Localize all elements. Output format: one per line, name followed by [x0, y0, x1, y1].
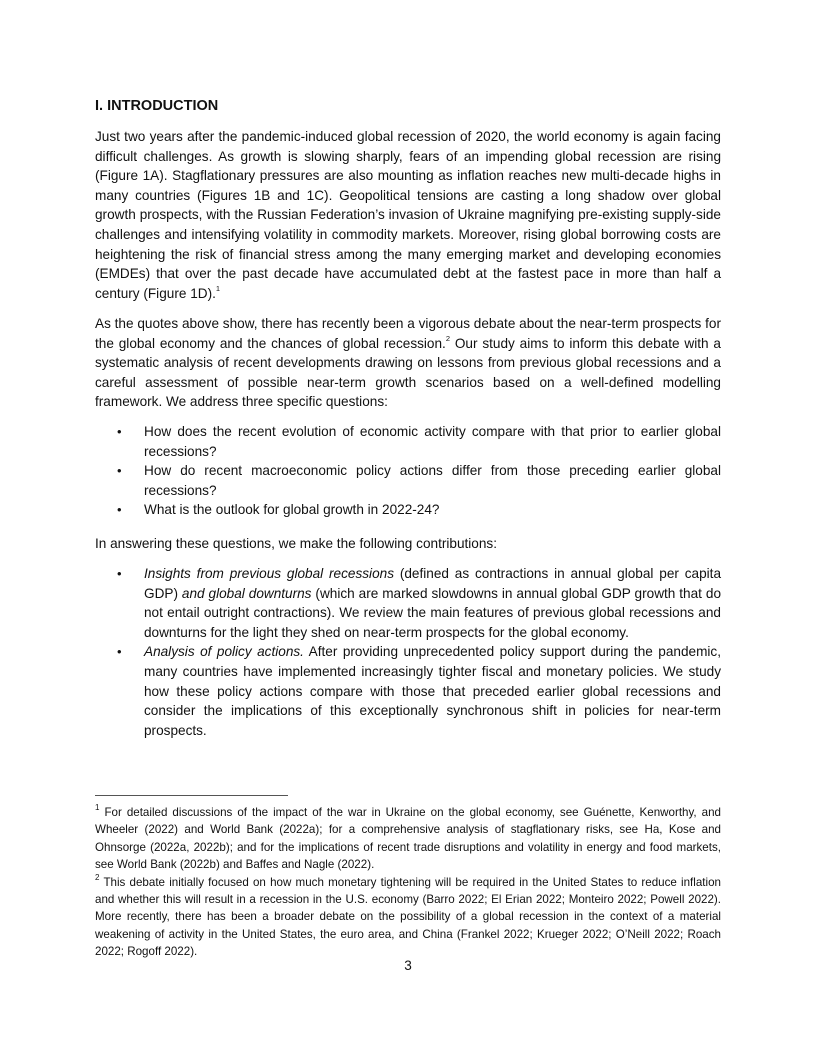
list-item-text: (defined as contractions in annual global per capita GDP) — [144, 566, 722, 601]
footnote-1 — [95, 804, 721, 874]
bullet-icon: • — [117, 502, 122, 518]
contributions-list — [95, 564, 721, 740]
list-item — [95, 642, 721, 740]
list-item-text: After providing unprecedented policy support during the pandemic, many countries have implemented increasingly tighter fiscal and monetary policies. We study how these policy actions compare with those that preceded earlier global recessions and consider the implications of this exceptionally synchronous shift in policies for near-term prospects. — [144, 644, 721, 738]
list-item-text: How does the recent evolution of economic activity compare with that prior to earlier global recessions? — [144, 424, 721, 459]
list-item-text: (which are marked slowdowns in annual global GDP growth that do not entail outright contractions). We review the main features of previous global recessions and downturns for the light they shed on near-term prospects for the global economy. — [144, 585, 722, 640]
bullet-icon: • — [117, 644, 122, 660]
page-number: 3 — [404, 958, 412, 973]
questions-list — [95, 422, 721, 520]
paragraph-text: Our study aims to inform this debate with a systematic analysis of recent developments drawing on lessons from previous global recessions and a careful assessment of possible near-term growth scenarios based on a well-defined modelling framework. We address three specific questions: — [95, 335, 721, 410]
section-heading: I. INTRODUCTION — [95, 98, 219, 114]
list-item — [95, 500, 721, 520]
bullet-icon: • — [117, 424, 122, 439]
paragraph-text: As the quotes above show, there has recently been a vigorous debate about the near-term prospects for the global economy and the chances of global recession. — [95, 316, 721, 351]
list-item — [95, 422, 721, 461]
list-item-text: What is the outlook for global growth in 2022-24? — [144, 502, 440, 518]
footnote-ref-2[interactable]: 2 — [445, 334, 451, 344]
list-item — [95, 461, 721, 500]
footnote-number: 1 — [95, 803, 100, 813]
list-item-text: How do recent macroeconomic policy actions differ from those preceding earlier global recessions? — [144, 463, 721, 498]
footnotes — [95, 804, 721, 961]
list-item — [95, 564, 721, 642]
intro-paragraph-2 — [95, 314, 721, 412]
intro-paragraph-1 — [95, 127, 721, 303]
footnote-ref-1[interactable]: 1 — [215, 284, 221, 294]
footnote-divider — [95, 795, 288, 796]
italic-term: Insights from previous global recessions — [144, 566, 394, 581]
bullet-icon: • — [117, 463, 122, 479]
footnote-2 — [95, 874, 721, 961]
intro-paragraph-3: In answering these questions, we make the following contributions: — [95, 536, 497, 551]
italic-term: and global downturns — [181, 585, 312, 601]
footnote-text: For detailed discussions of the impact of the war in Ukraine on the global economy, see Guénette, Kenworthy, and Wheeler (2022) and World Bank (2022a); for a comprehensive analysis of stagflationary risks, see Ha, Kose and Ohnsorge (2022a, 2022b); and for the implications of recent trade disruptions and volatility in energy and food markets, see World Bank (2022b) and Baffes and Nagle (2022). — [95, 806, 721, 872]
italic-term: Analysis of policy actions. — [144, 644, 304, 660]
paragraph-text: Just two years after the pandemic-induced global recession of 2020, the world economy is again facing difficult challenges. As growth is slowing sharply, fears of an impending global recession are rising (Figure 1A). Stagflationary pressures are also mounting as inflation reaches new multi-decade highs in many countries (Figures 1B and 1C). Geopolitical tensions are casting a long shadow over global growth prospects, with the Russian Federation’s invasion of Ukraine magnifying pre-existing supply-side challenges and intensifying volatility in commodity markets. Moreover, rising global borrowing costs are heightening the risk of financial stress among the many emerging market and developing economies (EMDEs) that over the past decade have accumulated debt at the fastest pace in more than half a century (Figure 1D). — [95, 129, 721, 301]
bullet-icon: • — [117, 566, 122, 581]
footnote-number: 2 — [95, 872, 100, 882]
footnote-text: This debate initially focused on how much monetary tightening will be required in the United States to reduce inflation and whether this will result in a recession in the U.S. economy (Barro 2022; El Erian 2022; Monteiro 2022; Powell 2022). More recently, there has been a broader debate on the possibility of a global recession in the context of a material weakening of activity in the United States, the euro area, and China (Frankel 2022; Krueger 2022; O’Neill 2022; Roach 2022; Rogoff 2022). — [95, 875, 721, 959]
